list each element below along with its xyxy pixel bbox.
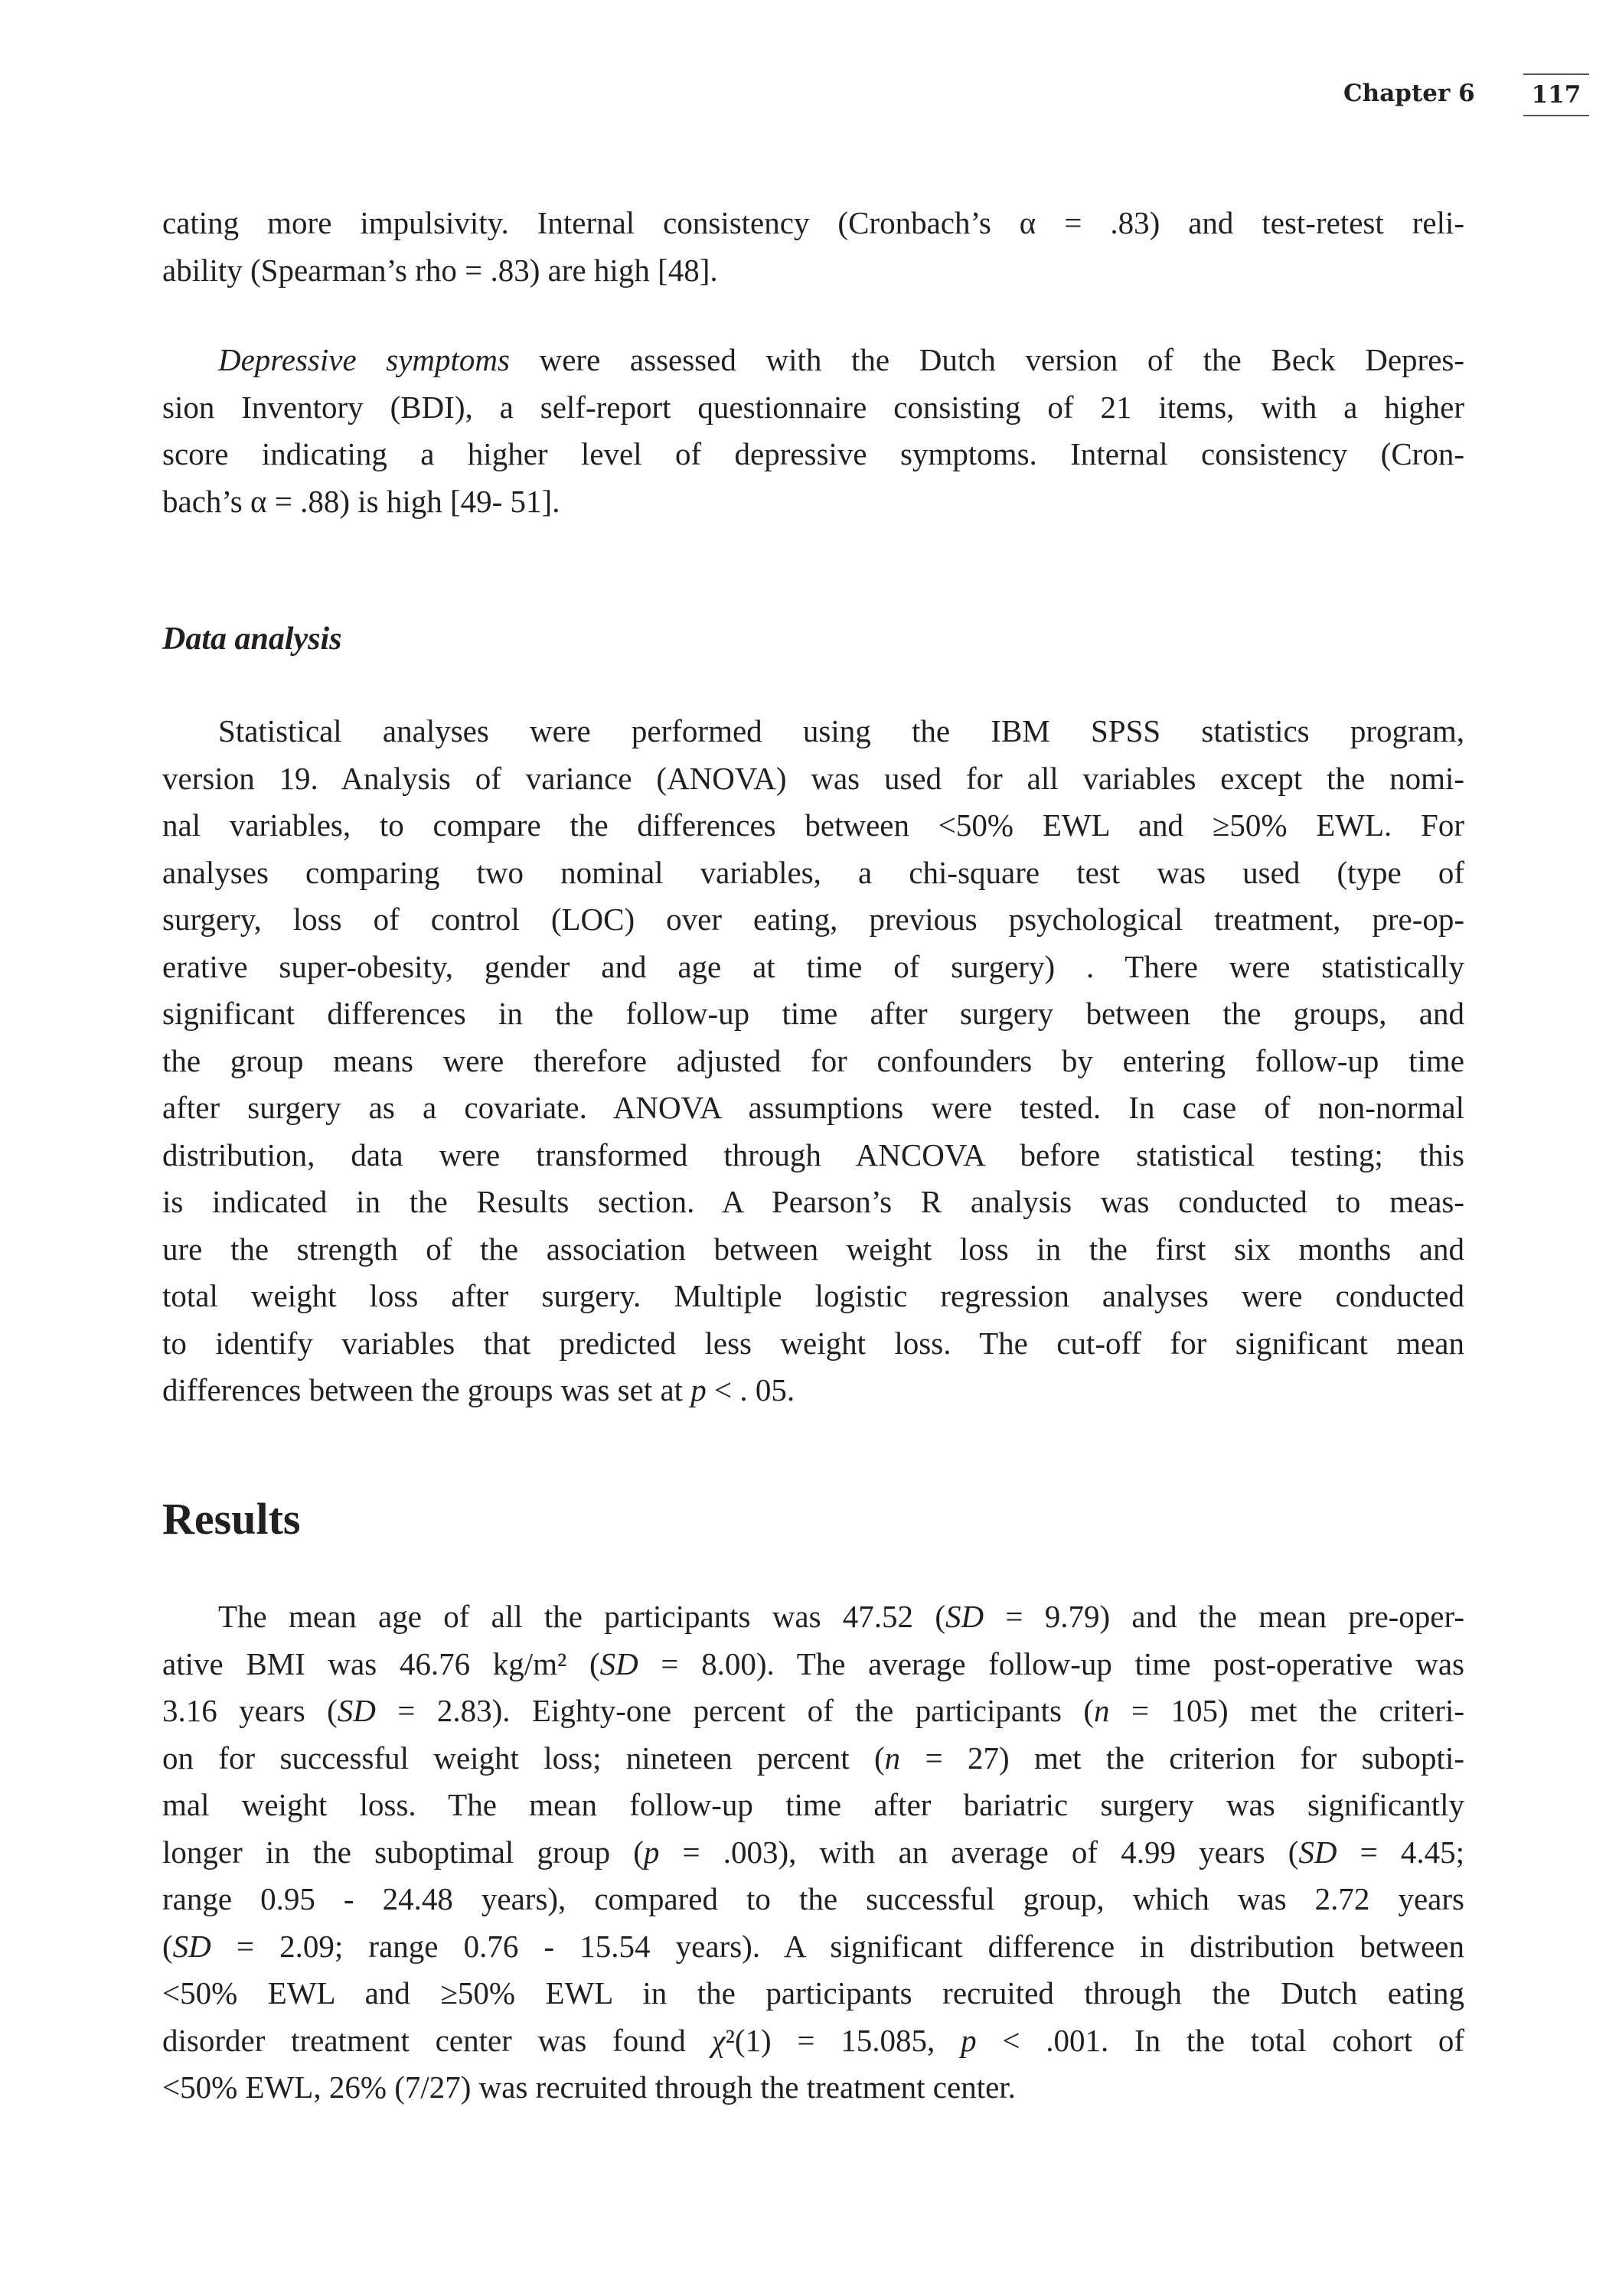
text-run: score indicating a higher level of depressive symptoms. Internal consistency (Cron- bbox=[162, 436, 1464, 471]
text-line bbox=[162, 1273, 1464, 1320]
text-run: ability (Spearman’s rho = .83) are high [48]. bbox=[162, 252, 718, 288]
text-line bbox=[162, 384, 1464, 432]
italic-run: SD bbox=[337, 1693, 376, 1728]
text-line bbox=[162, 1923, 1464, 1971]
text-run: version 19. Analysis of variance (ANOVA) was used for all variables except the nomi- bbox=[162, 760, 1464, 796]
text-run: significant differences in the follow-up time after surgery between the groups, and bbox=[162, 996, 1464, 1031]
text-run: sion Inventory (BDI), a self-report questionnaire consisting of 21 items, with a higher bbox=[162, 389, 1464, 425]
text-line bbox=[162, 1593, 1464, 1641]
text-run: bach’s α = .88) is high [49- 51]. bbox=[162, 483, 560, 519]
text-run: = 9.79) and the mean pre-oper- bbox=[984, 1599, 1464, 1634]
text-run: = 2.09; range 0.76 - 15.54 years). A significant difference in distribution between bbox=[211, 1928, 1464, 1964]
italic-run: n bbox=[884, 1740, 901, 1776]
italic-run: p bbox=[961, 2022, 977, 2058]
italic-run: SD bbox=[599, 1645, 638, 1681]
text-line bbox=[162, 1688, 1464, 1735]
running-header-chapter: Chapter 6 bbox=[1343, 80, 1475, 107]
text-run: = .003), with an average of 4.99 years ( bbox=[659, 1834, 1299, 1870]
text-run: on for successful weight loss; nineteen percent ( bbox=[162, 1740, 885, 1776]
text-line bbox=[162, 1782, 1464, 1829]
text-run: 3.16 years ( bbox=[162, 1693, 338, 1728]
text-line bbox=[162, 708, 1464, 755]
text-line bbox=[162, 2017, 1464, 2065]
text-run: = 4.45; bbox=[1337, 1834, 1464, 1870]
text-line bbox=[162, 990, 1464, 1038]
text-run: = 27) met the criterion for subopti- bbox=[900, 1740, 1464, 1776]
text-line bbox=[162, 1735, 1464, 1782]
text-run: to identify variables that predicted less weight loss. The cut-off for significant mean bbox=[162, 1325, 1464, 1361]
text-run: mal weight loss. The mean follow-up time after bariatric surgery was significantly bbox=[162, 1787, 1464, 1822]
page-number: 117 bbox=[1523, 73, 1589, 116]
text-run: the group means were therefore adjusted for confounders by entering follow-up time bbox=[162, 1042, 1464, 1078]
paragraph-results bbox=[162, 1593, 1464, 2112]
text-line bbox=[162, 431, 1464, 478]
text-run: erative super-obesity, gender and age at time of surgery) . There were statistically bbox=[162, 948, 1464, 984]
paragraph-depressive-symptoms bbox=[162, 337, 1464, 525]
text-line bbox=[162, 2064, 1464, 2112]
text-run: = 8.00). The average follow-up time post-operative was bbox=[638, 1645, 1464, 1681]
text-line bbox=[162, 1320, 1464, 1368]
text-run: longer in the suboptimal group ( bbox=[162, 1834, 644, 1870]
text-line bbox=[162, 896, 1464, 944]
italic-run: Depressive symptoms bbox=[218, 342, 510, 377]
text-run: were assessed with the Dutch version of the Beck Depres- bbox=[510, 342, 1464, 377]
text-line bbox=[162, 337, 1464, 384]
italic-run: SD bbox=[172, 1928, 211, 1964]
text-line bbox=[162, 1970, 1464, 2017]
text-line bbox=[162, 1876, 1464, 1923]
text-line bbox=[162, 1226, 1464, 1274]
text-run: ( bbox=[162, 1928, 173, 1964]
subheading-data-analysis: Data analysis bbox=[162, 621, 342, 657]
text-run: cating more impulsivity. Internal consistency (Cronbach’s α = .83) and test-retest reli- bbox=[162, 205, 1464, 240]
text-line bbox=[162, 200, 1464, 247]
text-run: = 2.83). Eighty-one percent of the participants ( bbox=[375, 1693, 1095, 1728]
italic-run: p bbox=[690, 1372, 707, 1407]
text-line bbox=[162, 1367, 1464, 1414]
text-run: The mean age of all the participants was 47.52 ( bbox=[218, 1599, 945, 1634]
text-run: Statistical analyses were performed using the IBM SPSS statistics program, bbox=[218, 713, 1464, 748]
text-run: after surgery as a covariate. ANOVA assumptions were tested. In case of non-normal bbox=[162, 1090, 1464, 1125]
text-run: surgery, loss of control (LOC) over eating, previous psychological treatment, pre-op- bbox=[162, 902, 1464, 937]
text-run: nal variables, to compare the differences between <50% EWL and ≥50% EWL. For bbox=[162, 807, 1464, 843]
text-line bbox=[162, 1084, 1464, 1132]
italic-run: SD bbox=[1298, 1834, 1337, 1870]
italic-run: SD bbox=[945, 1599, 984, 1634]
text-run: ²(1) = 15.085, bbox=[725, 2022, 961, 2058]
text-line bbox=[162, 755, 1464, 803]
italic-run: n bbox=[1094, 1693, 1110, 1728]
text-run: <50% EWL and ≥50% EWL in the participants recruited through the Dutch eating bbox=[162, 1975, 1464, 2011]
text-line bbox=[162, 1179, 1464, 1226]
text-run: ure the strength of the association between weight loss in the first six months and bbox=[162, 1231, 1464, 1267]
italic-run: p bbox=[643, 1834, 660, 1870]
text-line bbox=[162, 1038, 1464, 1085]
text-run: < .001. In the total cohort of bbox=[976, 2022, 1464, 2058]
text-line bbox=[162, 247, 1464, 295]
paragraph-impulsivity bbox=[162, 200, 1464, 294]
text-run: disorder treatment center was found bbox=[162, 2022, 712, 2058]
text-run: total weight loss after surgery. Multiple logistic regression analyses were conducted bbox=[162, 1278, 1464, 1313]
text-line bbox=[162, 802, 1464, 850]
text-run: distribution, data were transformed through ANCOVA before statistical testing; this bbox=[162, 1137, 1464, 1172]
text-line bbox=[162, 850, 1464, 897]
text-line bbox=[162, 1641, 1464, 1688]
text-line bbox=[162, 1829, 1464, 1877]
section-heading-results: Results bbox=[162, 1494, 301, 1544]
text-line bbox=[162, 944, 1464, 991]
text-run: = 105) met the criteri- bbox=[1109, 1693, 1464, 1728]
text-run: ative BMI was 46.76 kg/m² ( bbox=[162, 1645, 600, 1681]
text-line bbox=[162, 1132, 1464, 1179]
text-run: differences between the groups was set at bbox=[162, 1372, 691, 1407]
text-run: is indicated in the Results section. A Pearson’s R analysis was conducted to meas- bbox=[162, 1184, 1464, 1219]
text-run: analyses comparing two nominal variables, a chi-square test was used (type of bbox=[162, 854, 1464, 890]
text-run: <50% EWL, 26% (7/27) was recruited through the treatment center. bbox=[162, 2069, 1016, 2105]
paragraph-data-analysis bbox=[162, 708, 1464, 1414]
text-run: range 0.95 - 24.48 years), compared to the successful group, which was 2.72 years bbox=[162, 1881, 1464, 1916]
text-run: < . 05. bbox=[706, 1372, 795, 1407]
text-line bbox=[162, 478, 1464, 526]
italic-run: χ bbox=[711, 2022, 726, 2058]
